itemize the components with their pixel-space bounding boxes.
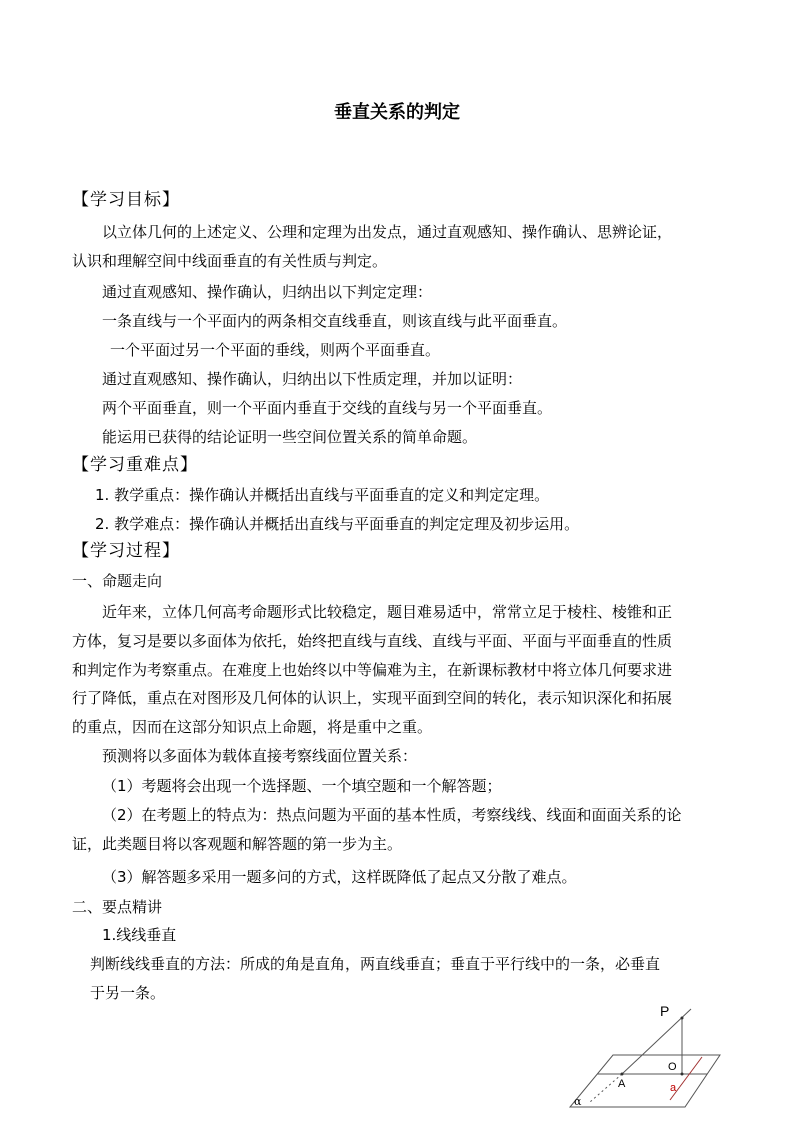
part2-heading: 二、要点精讲 <box>72 898 163 916</box>
objectives-line-3: 通过直观感知、操作确认，归纳出以下判定定理： <box>102 283 433 301</box>
key-point-2: 2. 教学难点：操作确认并概括出直线与平面垂直的判定定理及初步运用。 <box>95 515 580 533</box>
prediction-item-1: （1）考题将会出现一个选择题、一个填空题和一个解答题； <box>102 777 502 795</box>
key-points-heading: 【学习重难点】 <box>72 455 198 475</box>
document-title: 垂直关系的判定 <box>334 102 460 123</box>
prediction-line: 预测将以多面体为载体直接考察线面位置关系： <box>102 747 418 765</box>
key-point-1: 1. 教学重点：操作确认并概括出直线与平面垂直的定义和判定定理。 <box>95 486 550 504</box>
part2-line-2: 于另一条。 <box>90 984 166 1002</box>
part1-heading: 一、命题走向 <box>72 572 163 590</box>
part2-subheading: 1.线线垂直 <box>102 926 177 944</box>
prediction-item-2: （2）在考题上的特点为：热点问题为平面的基本性质，考察线线、线面和面面关系的论 <box>102 806 682 824</box>
part1-paragraph-line-5: 的重点，因而在这部分知识点上命题，将是重中之重。 <box>72 718 433 736</box>
part2-line-1: 判断线线垂直的方法：所成的角是直角，两直线垂直；垂直于平行线中的一条，必垂直 <box>90 955 661 973</box>
label-a-point: A <box>618 1078 626 1090</box>
label-o: O <box>668 1061 677 1073</box>
objectives-line-7: 两个平面垂直，则一个平面内垂直于交线的直线与另一个平面垂直。 <box>102 399 553 417</box>
part1-paragraph-line-1: 近年来，立体几何高考命题形式比较稳定，题目难易适中，常常立足于棱柱、棱锥和正 <box>102 603 673 621</box>
label-p: P <box>660 1003 670 1019</box>
objectives-line-1: 以立体几何的上述定义、公理和定理为出发点，通过直观感知、操作确认、思辨论证， <box>102 223 673 241</box>
geometry-figure <box>560 995 740 1123</box>
objectives-line-4: 一条直线与一个平面内的两条相交直线垂直，则该直线与此平面垂直。 <box>102 312 568 330</box>
point-o <box>681 1073 684 1076</box>
objectives-line-6: 通过直观感知、操作确认，归纳出以下性质定理，并加以证明： <box>102 370 523 388</box>
part1-paragraph-line-3: 和判定作为考察重点。在难度上也始终以中等偏难为主，在新课标教材中将立体几何要求进 <box>72 661 673 679</box>
process-heading: 【学习过程】 <box>72 541 180 561</box>
objectives-line-5: 一个平面过另一个平面的垂线，则两个平面垂直。 <box>110 341 441 359</box>
objectives-heading: 【学习目标】 <box>72 190 180 210</box>
part1-paragraph-line-2: 方体，复习是要以多面体为依托，始终把直线与直线、直线与平面、平面与平面垂直的性质 <box>72 632 673 650</box>
part1-paragraph-line-4: 行了降低，重点在对图形及几何体的认识上，实现平面到空间的转化，表示知识深化和拓展 <box>72 689 673 707</box>
point-a <box>621 1073 624 1076</box>
label-a-line: a <box>670 1082 677 1094</box>
prediction-item-2-cont: 证，此类题目将以客观题和解答题的第一步为主。 <box>72 835 403 853</box>
point-p <box>681 1017 684 1020</box>
prediction-item-3: （3）解答题多采用一题多问的方式，这样既降低了起点又分散了难点。 <box>102 868 577 886</box>
objectives-line-2: 认识和理解空间中线面垂直的有关性质与判定。 <box>72 252 388 270</box>
objectives-line-8: 能运用已获得的结论证明一些空间位置关系的简单命题。 <box>102 428 478 446</box>
label-alpha: α <box>574 1095 582 1108</box>
